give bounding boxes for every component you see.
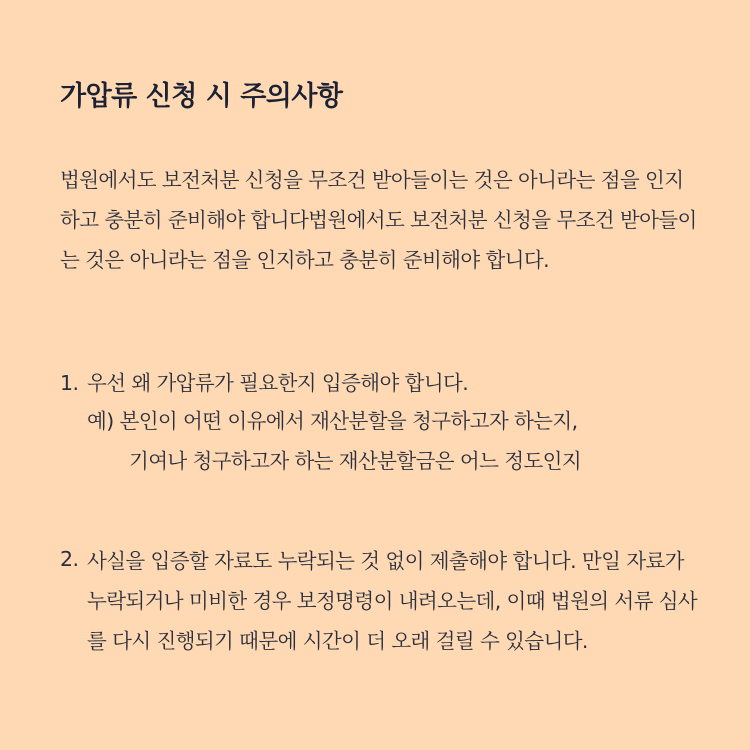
list-item-number: 2. [60, 547, 79, 571]
list-item-2 [60, 541, 700, 661]
list-item-1 [60, 365, 700, 481]
list-item-number: 1. [60, 371, 79, 395]
page-title: 가압류 신청 시 주의사항 [60, 81, 343, 112]
example-line-1: 예) 본인이 어떤 이유에서 재산분할을 청구하고자 하는지, [87, 409, 578, 433]
list-item-text: 우선 왜 가압류가 필요한지 입증해야 합니다. [87, 371, 469, 395]
list-item-text: 사실을 입증할 자료도 누락되는 것 없이 제출해야 합니다. 만일 자료가 누락되거나 미비한 경우 보정명령이 내려오는데, 이때 법원의 서류 심사를 다시 진행되기 때문에 시간이 더 오래 걸릴 수 있습니다. [87, 549, 698, 653]
caution-list [60, 365, 700, 661]
example-line-2: 기여나 청구하고자 하는 재산분할금은 어느 정도인지 [129, 449, 582, 473]
list-item-body [60, 365, 700, 481]
intro-paragraph: 법원에서도 보전처분 신청을 무조건 받아들이는 것은 아니라는 점을 인지하고 충분히 준비해야 합니다법원에서도 보전처분 신청을 무조건 받아들이는 것은 아니라는 점을 인지하고 충분히 준비해야 합니다. [60, 168, 697, 272]
